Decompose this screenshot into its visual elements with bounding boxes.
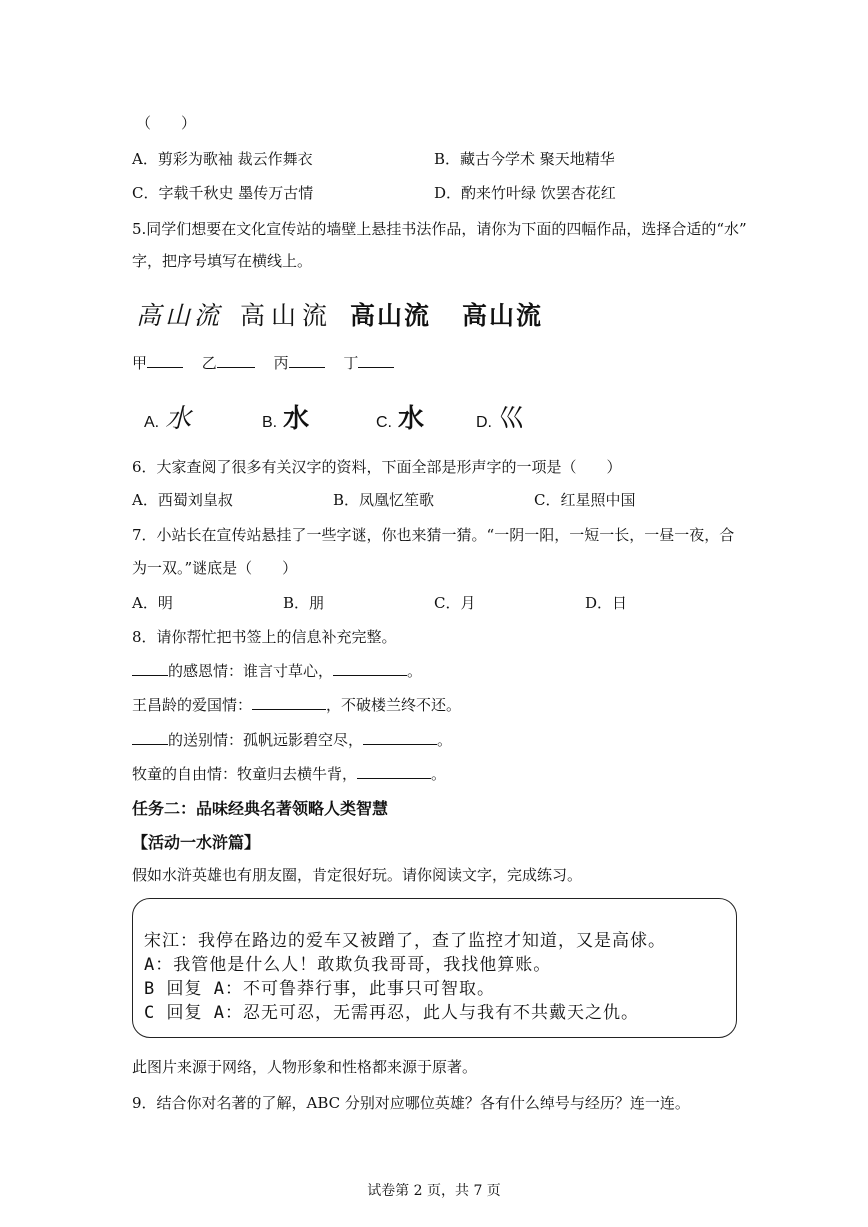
q6-option-b: B．凤凰忆笙歌: [333, 491, 435, 509]
q7-question-line1: 7．小站长在宣传站悬挂了一些字谜，你也来猜一猜。“一阴一阳，一短一长，一昼一夜，合: [132, 526, 735, 544]
blank-poem-2[interactable]: [252, 695, 326, 710]
activity-heading: 【活动一水浒篇】: [132, 833, 261, 852]
calligraphy-work-bing: 高山流: [350, 301, 432, 330]
blank-label-bing: 丙: [273, 354, 289, 372]
q4-option-b: B．藏古今学术 聚天地精华: [434, 150, 615, 168]
q8-question: 8．请你帮忙把书签上的信息补充完整。: [132, 628, 397, 646]
blank-poem-3[interactable]: [363, 730, 437, 745]
q4-option-c: C．字载千秋史 墨传万古情: [132, 184, 314, 202]
blank-ding[interactable]: [358, 353, 394, 368]
calligraphy-work-ding: 高山流: [462, 301, 544, 330]
q8-line-4: 牧童的自由情：牧童归去横牛背， 。: [132, 765, 447, 783]
q5-blanks-row: [132, 352, 394, 373]
q6-option-c: C．红星照中国: [534, 491, 636, 509]
task2-intro: 假如水浒英雄也有朋友圈，肯定很好玩。请你阅读文字，完成练习。: [132, 866, 583, 884]
blank-yi[interactable]: [217, 353, 255, 368]
calligraphy-work-yi: 高山流: [240, 303, 334, 330]
answer-parentheses: （ ）: [136, 114, 197, 132]
shui-glyph-a: 水: [165, 404, 192, 434]
blank-poem-1[interactable]: [333, 661, 407, 676]
q7-option-b: B．朋: [283, 594, 325, 612]
q5-question-line1: 5.同学们想要在文化宣传站的墙壁上悬挂书法作品，请你为下面的四幅作品，选择合适的“水”: [132, 220, 747, 238]
moments-reply-c: C 回复 A：忍无可忍，无需再忍，此人与我有不共戴天之仇。: [144, 1003, 639, 1023]
shui-option-d: D. 巛: [476, 404, 525, 434]
moments-reply-a: A：我管他是什么人！敢欺负我哥哥，我找他算账。: [144, 955, 552, 975]
q4-option-a: A．剪彩为歌袖 裁云作舞衣: [132, 150, 313, 168]
q8-line-1: 的感恩情：谁言寸草心， 。: [132, 660, 422, 681]
q9-question: 9．结合你对名著的了解，ABC 分别对应哪位英雄？各有什么绰号与经历？连一连。: [132, 1094, 690, 1112]
shui-glyph-d: 巛: [498, 404, 525, 434]
q7-option-a: A．明: [132, 594, 173, 612]
q7-question-line2: 为一双。”谜底是（ ）: [132, 559, 298, 577]
shui-option-c: C. 水: [376, 404, 425, 434]
q6-question: 6．大家查阅了很多有关汉字的资料，下面全部是形声字的一项是（ ）: [132, 458, 622, 476]
calligraphy-work-jia: 高山流: [136, 301, 224, 330]
q8-line-3: 的送别情：孤帆远影碧空尽， 。: [132, 729, 452, 750]
shui-option-a: A. 水: [144, 404, 192, 434]
shui-option-b: B. 水: [262, 404, 310, 434]
blank-poet-3[interactable]: [132, 730, 168, 745]
q6-option-a: A．西蜀刘皇叔: [132, 491, 233, 509]
shui-glyph-b: 水: [283, 404, 310, 434]
moments-reply-b: B 回复 A：不可鲁莽行事，此事只可智取。: [144, 979, 495, 999]
blank-label-jia: 甲: [132, 354, 148, 372]
task2-title: 任务二：品味经典名著领略人类智慧: [132, 799, 389, 818]
q4-option-d: D．酌来竹叶绿 饮罢杏花红: [434, 184, 616, 202]
q5-question-line2: 字，把序号填写在横线上。: [132, 252, 313, 270]
q7-option-c: C．月: [434, 594, 476, 612]
page-footer: 试卷第 2 页，共 7 页: [367, 1183, 501, 1199]
shui-glyph-c: 水: [398, 404, 425, 434]
q8-line-2: 王昌龄的爱国情： ，不破楼兰终不还。: [132, 696, 462, 714]
moments-post: 宋江：我停在路边的爱车又被蹭了，查了监控才知道，又是高俅。: [144, 931, 666, 951]
blank-jia[interactable]: [147, 353, 183, 368]
blank-label-yi: 乙: [201, 354, 217, 372]
q7-option-d: D．日: [585, 594, 628, 612]
blank-label-ding: 丁: [343, 354, 359, 372]
blank-poet-1[interactable]: [132, 661, 168, 676]
blank-poem-4[interactable]: [357, 764, 431, 779]
source-note: 此图片来源于网络，人物形象和性格都来源于原著。: [132, 1058, 478, 1076]
blank-bing[interactable]: [289, 353, 325, 368]
